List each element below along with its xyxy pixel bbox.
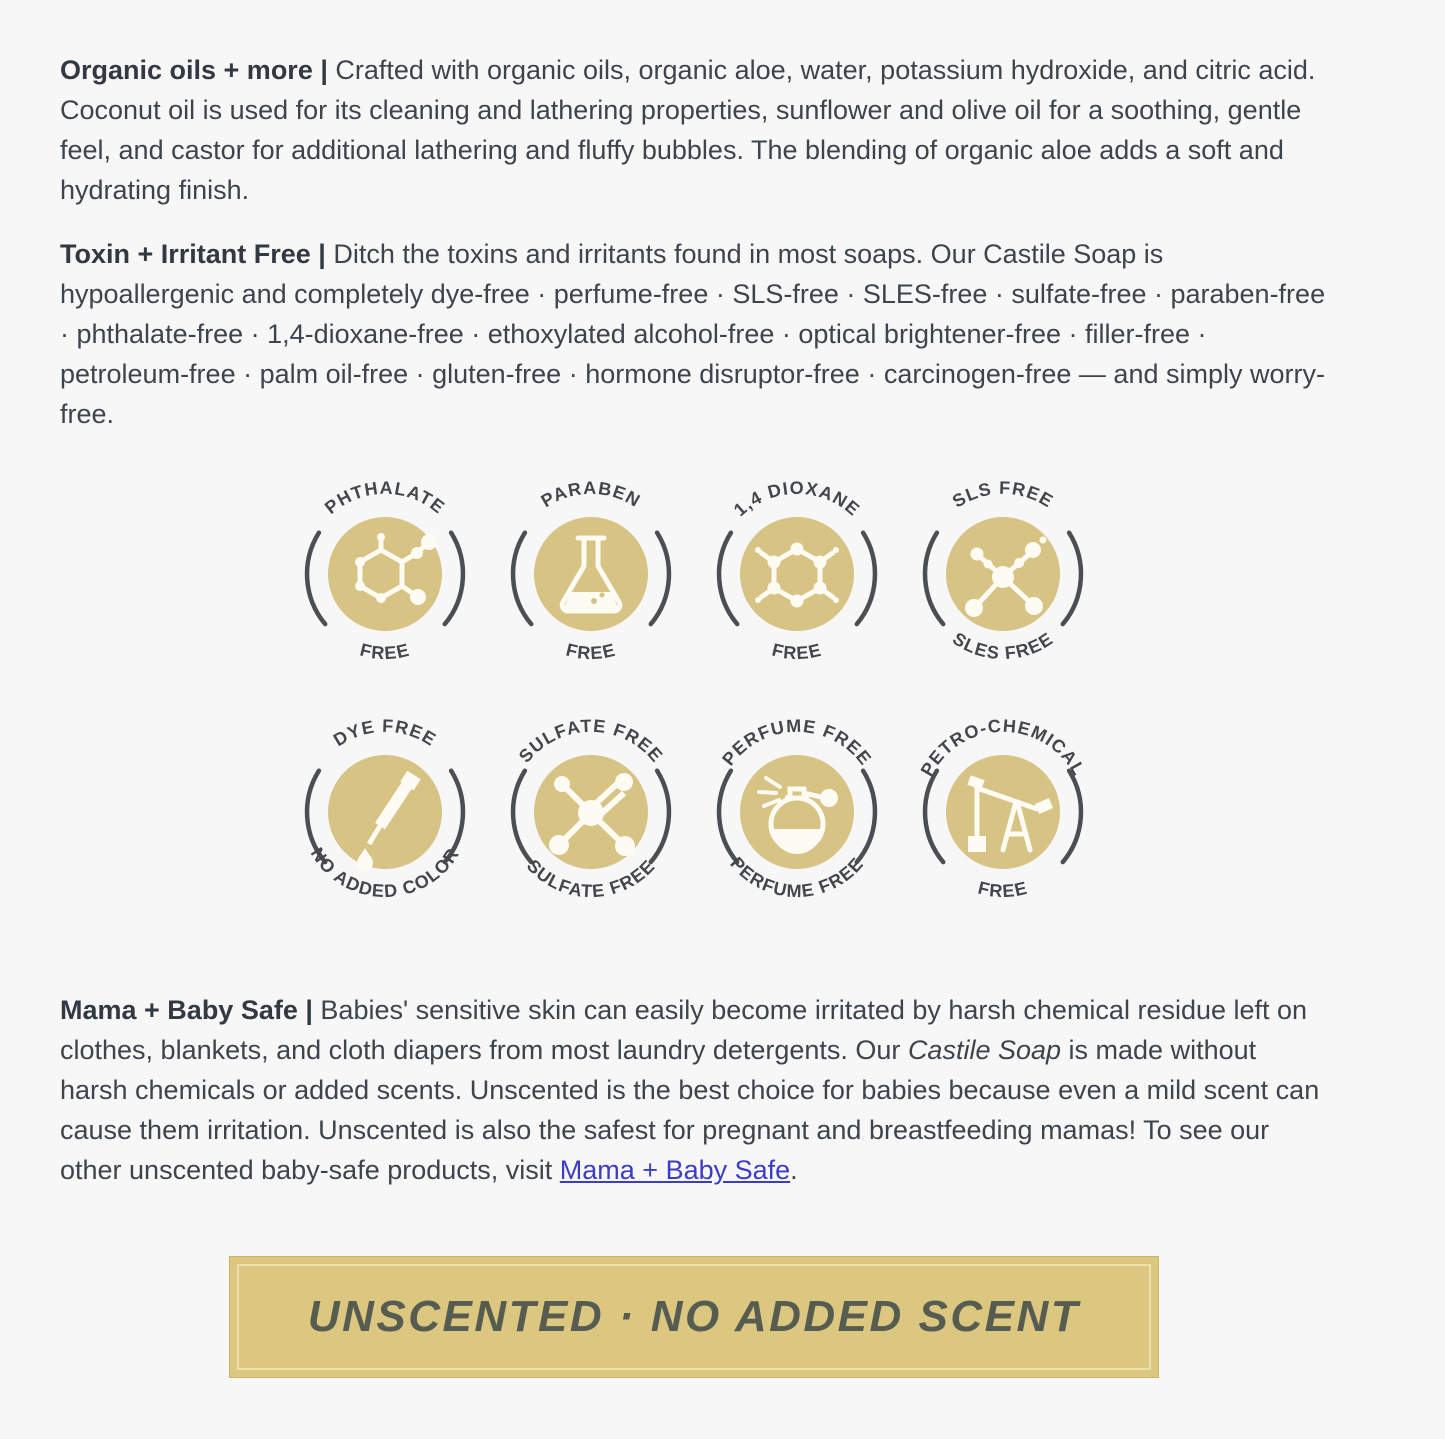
- badge-ring-left-arc: [719, 771, 737, 862]
- badge-ring-left-arc: [925, 533, 943, 624]
- sls-molecule-badge: [900, 474, 1106, 674]
- badge-bottom-label: FREE: [358, 639, 412, 664]
- paragraph-heading-mama-baby: Mama + Baby Safe |: [60, 995, 321, 1025]
- badge-graphic: [285, 474, 485, 674]
- badge-ring-left-arc: [925, 771, 943, 862]
- paragraph-body-organic-oils: Crafted with organic oils, organic aloe, water, potassium hydroxide, and citric acid. Coconut oil is used for its cleaning and lathering properties, sunflower and olive oil for a soothing, gentle feel, and castor for additional lathering and fluffy bubbles. The blending of organic aloe adds a soft and hydrating finish.: [60, 55, 1316, 205]
- badge-top-label: PARABEN: [537, 477, 645, 512]
- paragraph-organic-oils: [60, 50, 1328, 210]
- product-name-italic: Castile Soap: [907, 1035, 1062, 1065]
- mama-baby-safe-link[interactable]: Mama + Baby Safe: [559, 1155, 791, 1185]
- oil-pump-badge: [900, 712, 1106, 912]
- badge-graphic: [903, 474, 1103, 674]
- lab-flask-badge: [488, 474, 694, 674]
- badge-graphic: [285, 712, 485, 912]
- badge-bottom-label: FREE: [976, 877, 1030, 902]
- dye-dropper-badge: [282, 712, 488, 912]
- badge-bottom-label: FREE: [564, 639, 618, 664]
- badge-top-label: PETRO-CHEMICAL: [916, 715, 1090, 780]
- paragraph-body-toxin-free: Ditch the toxins and irritants found in most soaps. Our Castile Soap is hypoallergenic and completely dye-free · perfume-free · SLS-free · SLES-free · sulfate-free · paraben-free · phthalate-free · 1,4-dioxane-free · ethoxylated alcohol-free · optical brightener-free · filler-free · petroleum-free · palm oil-free · gluten-free · hormone disruptor-free · carcinogen-free — and simply worry-free.: [60, 239, 1326, 429]
- badge-graphic: [697, 474, 897, 674]
- phthalate-molecule-badge: [282, 474, 488, 674]
- badge-circle: [740, 517, 854, 631]
- badge-ring-left-arc: [719, 533, 737, 624]
- paragraph-toxin-irritant-free: [60, 234, 1328, 434]
- badge-top-label: 1,4 DIOXANE: [729, 477, 864, 521]
- banner-label: UNSCENTED · NO ADDED SCENT: [307, 1292, 1081, 1341]
- badge-ring-left-arc: [307, 533, 325, 624]
- badge-top-label: PERFUME FREE: [718, 715, 876, 770]
- badge-ring-right-arc: [651, 533, 669, 624]
- badge-bottom-label: SULFATE FREE: [522, 855, 660, 902]
- paragraph-mama-baby-safe: [60, 990, 1328, 1190]
- badge-ring-left-arc: [513, 771, 531, 862]
- badge-bottom-label: PERFUME FREE: [726, 853, 868, 902]
- badge-ring-right-arc: [1063, 771, 1081, 862]
- badge-graphic: [491, 712, 691, 912]
- dioxane-molecule-badge: [694, 474, 900, 674]
- unscented-banner: [229, 1256, 1159, 1378]
- free-of-badges-grid: [60, 474, 1328, 912]
- paragraph-body-mama-baby-3: .: [790, 1155, 798, 1185]
- paragraph-heading-organic-oils: Organic oils + more |: [60, 55, 336, 85]
- paragraph-body-mama-baby-1: Babies' sensitive skin can easily become irritated by harsh chemical residue left on clothes, blankets, and cloth diapers from most laundry detergents. Our: [60, 995, 1308, 1065]
- badge-ring-right-arc: [857, 771, 875, 862]
- badge-top-label: PHTHALATE: [320, 477, 450, 518]
- badge-top-label: SLS FREE: [948, 477, 1058, 512]
- badge-ring-left-arc: [513, 533, 531, 624]
- badge-ring-right-arc: [651, 771, 669, 862]
- sulfate-molecule-badge: [488, 712, 694, 912]
- badge-bottom-label: FREE: [770, 639, 824, 664]
- badge-ring-right-arc: [1063, 533, 1081, 624]
- badge-top-label: DYE FREE: [329, 715, 441, 751]
- badge-circle: [534, 517, 648, 631]
- badge-bottom-label: NO ADDED COLOR: [306, 843, 464, 902]
- badge-ring-right-arc: [857, 533, 875, 624]
- badge-top-label: SULFATE FREE: [514, 715, 668, 767]
- badge-bottom-label: SLES FREE: [949, 628, 1057, 664]
- badge-graphic: [697, 712, 897, 912]
- badge-graphic: [491, 474, 691, 674]
- badge-ring-right-arc: [445, 533, 463, 624]
- perfume-atomizer-badge: [694, 712, 900, 912]
- paragraph-heading-toxin-free: Toxin + Irritant Free |: [60, 239, 334, 269]
- paragraph-body-mama-baby-2: is made without harsh chemicals or added scents. Unscented is the best choice for babies because even a mild scent can cause them irritation. Unscented is also the safest for pregnant and breastfeeding mamas! To see our other unscented baby-safe products, visit: [60, 1035, 1320, 1185]
- badge-graphic: [903, 712, 1103, 912]
- badge-circle: [328, 517, 442, 631]
